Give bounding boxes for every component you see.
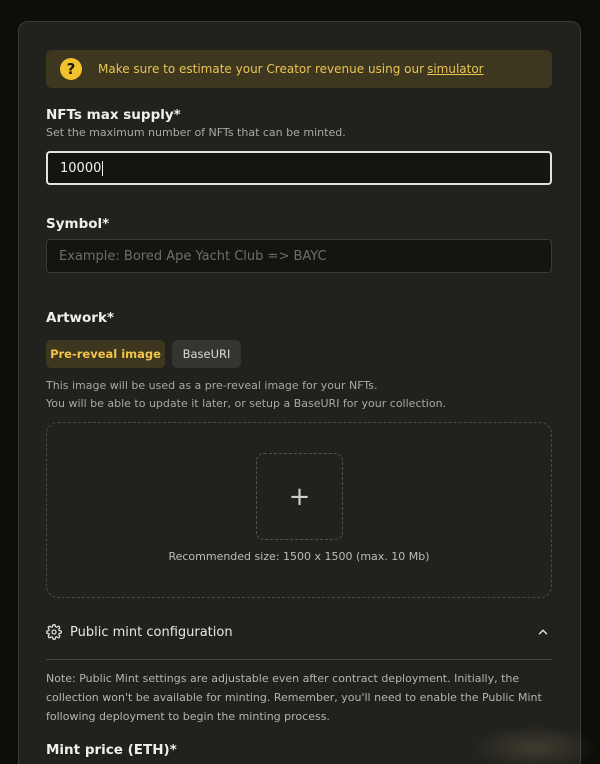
symbol-input[interactable] xyxy=(46,239,552,273)
artwork-help-line1: This image will be used as a pre-reveal image for your NFTs. xyxy=(46,379,378,392)
symbol-placeholder: Example: Bored Ape Yacht Club => BAYC xyxy=(59,248,327,264)
public-mint-note: Note: Public Mint settings are adjustable even after contract deployment. Initially, the collection won't be available for minting. Remember, you'll need to enable the Public Mint following deployment to begin the minting process. xyxy=(46,672,542,723)
artwork-label: Artwork* xyxy=(46,310,115,326)
tab-baseuri[interactable]: BaseURI xyxy=(172,340,241,368)
public-mint-accordion-header[interactable] xyxy=(46,617,552,647)
symbol-label: Symbol* xyxy=(46,216,110,232)
artwork-help-line2: You will be able to update it later, or setup a BaseURI for your collection. xyxy=(46,397,447,410)
public-mint-title: Public mint configuration xyxy=(70,624,233,640)
corner-glow xyxy=(470,725,600,764)
upload-button[interactable] xyxy=(256,453,343,540)
gear-icon xyxy=(46,624,62,640)
text-caret xyxy=(102,161,103,176)
tab-pre-reveal-image[interactable]: Pre-reveal image xyxy=(46,340,165,368)
notice-text xyxy=(98,62,484,76)
simulator-link[interactable]: simulator xyxy=(427,62,484,76)
max-supply-input[interactable] xyxy=(46,151,552,185)
revenue-notice xyxy=(46,50,552,88)
plus-icon: + xyxy=(288,481,311,512)
supply-help: Set the maximum number of NFTs that can be minted. xyxy=(46,126,346,139)
mint-price-label: Mint price (ETH)* xyxy=(46,742,177,758)
max-supply-value: 10000 xyxy=(60,160,102,176)
chevron-up-icon[interactable] xyxy=(536,625,550,639)
recommended-size: Recommended size: 1500 x 1500 (max. 10 Mb) xyxy=(168,550,430,563)
accordion-divider xyxy=(46,659,552,660)
question-icon: ? xyxy=(60,58,82,80)
notice-message: Make sure to estimate your Creator revenue using our xyxy=(98,62,425,76)
supply-label: NFTs max supply* xyxy=(46,107,181,123)
